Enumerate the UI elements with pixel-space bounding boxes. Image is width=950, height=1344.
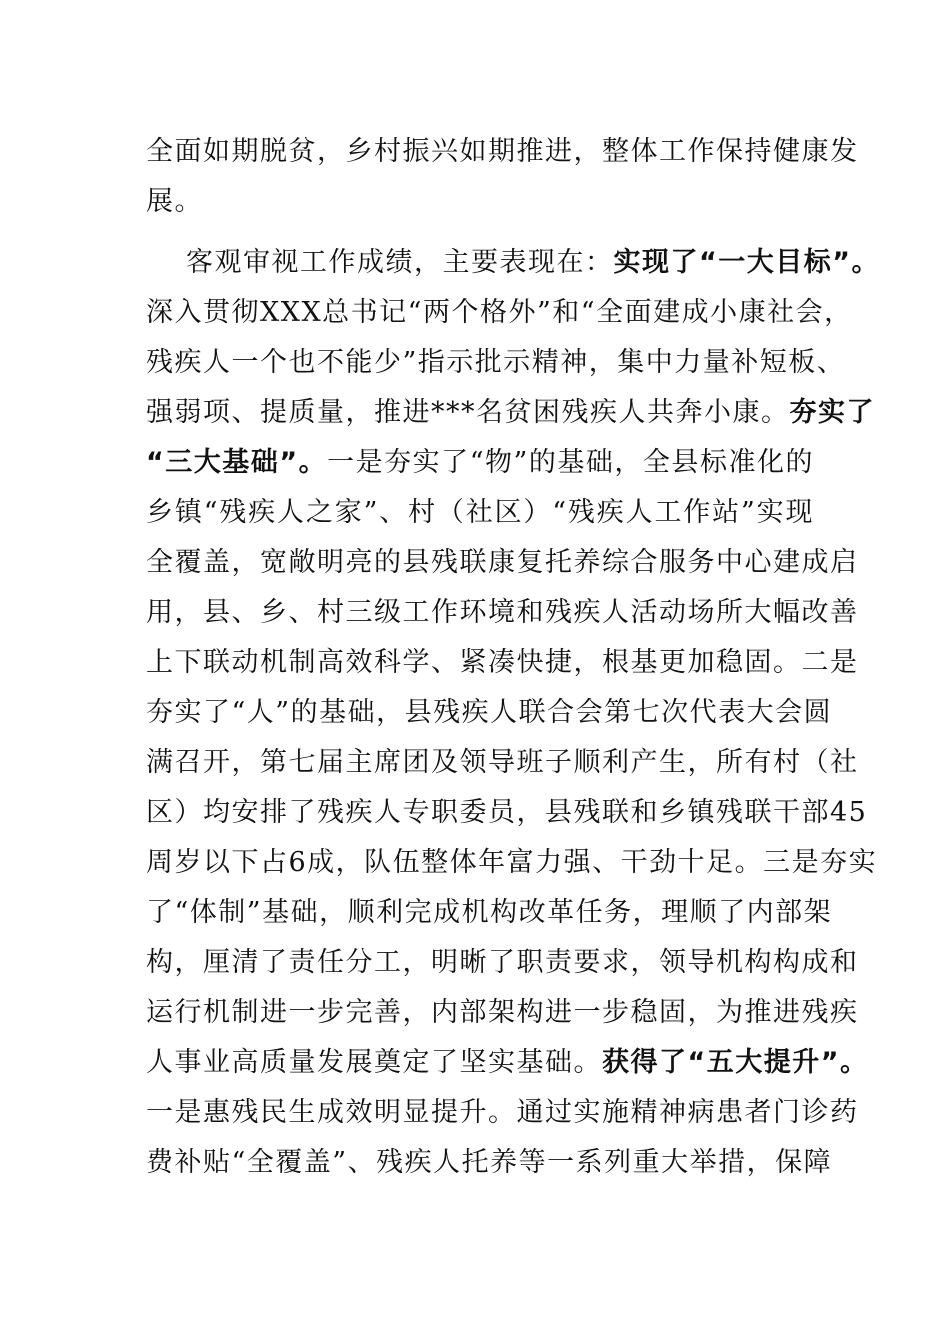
text-line: 了“体制”基础，顺利完成机构改革任务，理顺了内部架 (146, 897, 833, 928)
text-line: 乡镇“残疾人之家”、村（社区）“残疾人工作站”实现 (146, 497, 814, 528)
text-line: 满召开，第七届主席团及领导班子顺利产生，所有村（社 (146, 747, 859, 778)
text-line (146, 388, 875, 438)
body-text: 强弱项、提质量，推进***名贫困残疾人共奔小康。 (146, 397, 790, 428)
text-line: 一是惠残民生成效明显提升。通过实施精神病患者门诊药 (146, 1097, 859, 1128)
body-text: 人事业高质量发展奠定了坚实基础。 (146, 1047, 602, 1078)
text-line: 构，厘清了责任分工，明晰了职责要求，领导机构构成和 (146, 947, 859, 978)
text-line (146, 1038, 869, 1088)
text-line: 全覆盖，宽敞明亮的县残联康复托养综合服务中心建成启 (146, 547, 859, 578)
text-line: 展。 (146, 186, 203, 217)
paragraph-1 (146, 127, 859, 227)
bold-heading-text: 获得了“五大提升”。 (602, 1047, 869, 1078)
text-line: 运行机制进一步完善，内部架构进一步稳固，为推进残疾 (146, 997, 859, 1028)
body-text: 一是夯实了“物”的基础，全县标准化的 (327, 447, 814, 478)
body-text: 客观审视工作成绩，主要表现在： (186, 247, 614, 278)
text-line: 深入贯彻XXX总书记“两个格外”和“全面建成小康社会， (146, 297, 853, 328)
bold-heading-text: 实现了“一大目标”。 (613, 247, 880, 278)
text-line: 残疾人一个也不能少”指示批示精神，集中力量补短板、 (146, 347, 846, 378)
text-line: 费补贴“全覆盖”、残疾人托养等一系列重大举措，保障 (146, 1147, 833, 1178)
text-line (146, 438, 814, 488)
text-line (146, 238, 880, 288)
text-line: 上下联动机制高效科学、紧凑快捷，根基更加稳固。二是 (146, 647, 859, 678)
paragraph-2 (146, 238, 880, 1188)
text-line: 周岁以下占6成，队伍整体年富力强、干劲十足。三是夯实 (146, 847, 878, 878)
text-line: 用，县、乡、村三级工作环境和残疾人活动场所大幅改善 (146, 597, 859, 628)
text-line: 区）均安排了残疾人专职委员，县残联和乡镇残联干部45 (146, 797, 868, 828)
bold-heading-text: 夯实了 (789, 397, 875, 428)
text-line: 夯实了“人”的基础，县残疾人联合会第七次代表大会圆 (146, 697, 833, 728)
bold-heading-text: “三大基础”。 (146, 447, 328, 478)
text-line: 全面如期脱贫，乡村振兴如期推进，整体工作保持健康发 (146, 136, 859, 167)
